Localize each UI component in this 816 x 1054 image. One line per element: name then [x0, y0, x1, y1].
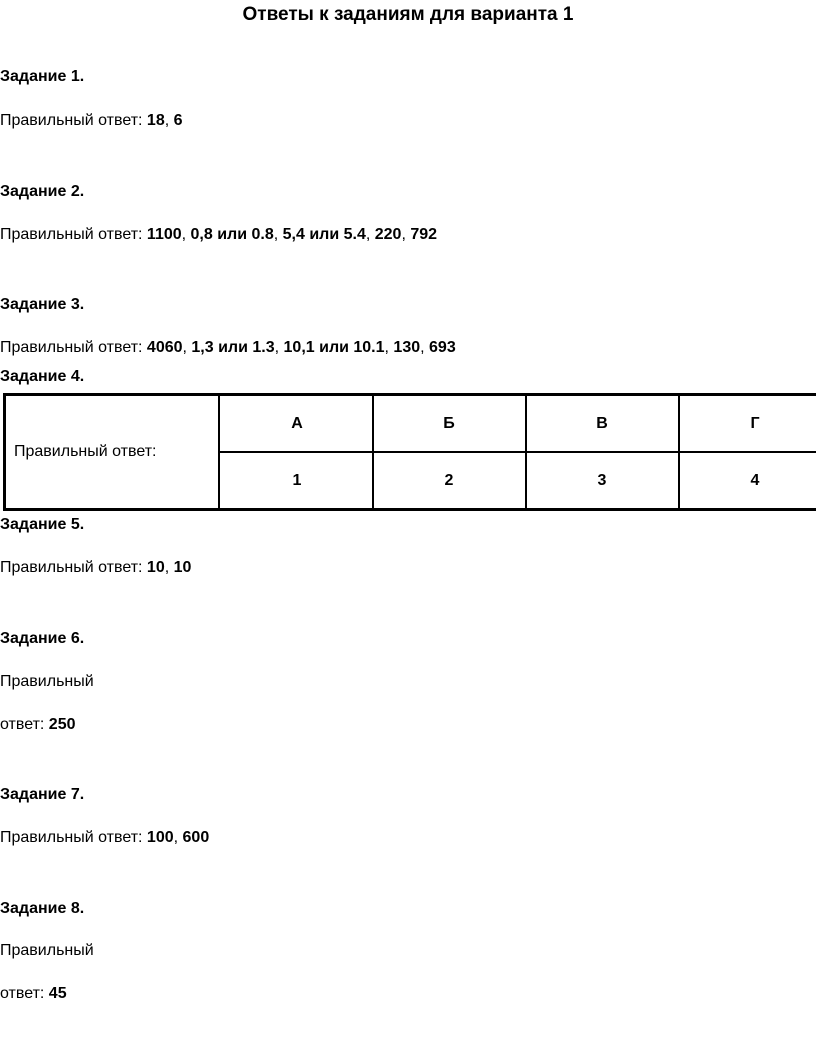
table-label-cell: Правильный ответ: — [6, 396, 220, 508]
task-2-answer: Правильный ответ: 1100, 0,8 или 0.8, 5,4 или 5.4, 220, 792 — [0, 226, 438, 243]
answer-value: 5,4 или 5.4 — [282, 226, 366, 243]
task-7-heading: Задание 7. — [0, 786, 85, 803]
table-number-cell: 3 — [597, 471, 607, 489]
task-6-answer-label-line1: Правильный — [0, 673, 94, 690]
task-3-answer: Правильный ответ: 4060, 1,3 или 1.3, 10,1 или 10.1, 130, 693 — [0, 339, 456, 356]
table-letter-cell: Г — [750, 414, 760, 432]
table-letter-cell: Б — [443, 414, 455, 432]
task-8-answer — [0, 985, 67, 1003]
answer-label: Правильный ответ: — [0, 559, 143, 576]
answer-value: 600 — [182, 829, 210, 846]
table-number-cell: 2 — [444, 471, 454, 489]
answer-value: 10,1 или 10.1 — [283, 339, 385, 356]
task-4-answer-table — [3, 393, 816, 511]
answer-value: 130 — [393, 339, 421, 356]
task-2-heading: Задание 2. — [0, 183, 85, 200]
answer-value: 693 — [429, 339, 456, 356]
answer-value: 1,3 или 1.3 — [191, 339, 275, 356]
answer-label: ответ: — [0, 716, 45, 733]
answer-value: 100 — [146, 829, 174, 846]
task-8-answer-label-line1: Правильный — [0, 942, 94, 959]
task-8-heading: Задание 8. — [0, 900, 85, 917]
answer-value: 4060 — [146, 339, 183, 356]
task-3-heading: Задание 3. — [0, 296, 85, 313]
answer-label: ответ: — [0, 985, 45, 1002]
answer-value: 220 — [374, 226, 402, 243]
answer-label: Правильный ответ: — [0, 112, 143, 129]
answer-value: 10 — [146, 559, 165, 576]
task-1-answer: Правильный ответ: 18, 6 — [0, 112, 183, 129]
table-letter-cell: А — [291, 414, 303, 432]
page-title: Ответы к заданиям для варианта 1 — [242, 4, 574, 25]
task-4-heading: Задание 4. — [0, 368, 85, 385]
task-6-heading: Задание 6. — [0, 630, 85, 647]
answer-label: Правильный ответ: — [0, 829, 143, 846]
task-1-heading: Задание 1. — [0, 68, 85, 85]
answer-value: 250 — [48, 716, 76, 733]
answer-value: 6 — [173, 112, 183, 129]
answer-value: 45 — [48, 985, 67, 1002]
task-6-answer — [0, 716, 76, 734]
answer-value: 18 — [146, 112, 165, 129]
task-5-heading: Задание 5. — [0, 516, 85, 533]
answer-value: 0,8 или 0.8 — [190, 226, 274, 243]
answer-value: 1100 — [146, 226, 182, 243]
table-number-cell: 4 — [750, 471, 760, 489]
answer-label: Правильный ответ: — [0, 339, 143, 356]
table-letter-cell: В — [596, 414, 608, 432]
table-number-cell: 1 — [292, 471, 302, 489]
task-7-answer: Правильный ответ: 100, 600 — [0, 829, 210, 846]
answer-label: Правильный ответ: — [0, 226, 143, 243]
answer-value: 792 — [410, 226, 438, 243]
answer-value: 10 — [173, 559, 192, 576]
task-5-answer: Правильный ответ: 10, 10 — [0, 559, 192, 576]
